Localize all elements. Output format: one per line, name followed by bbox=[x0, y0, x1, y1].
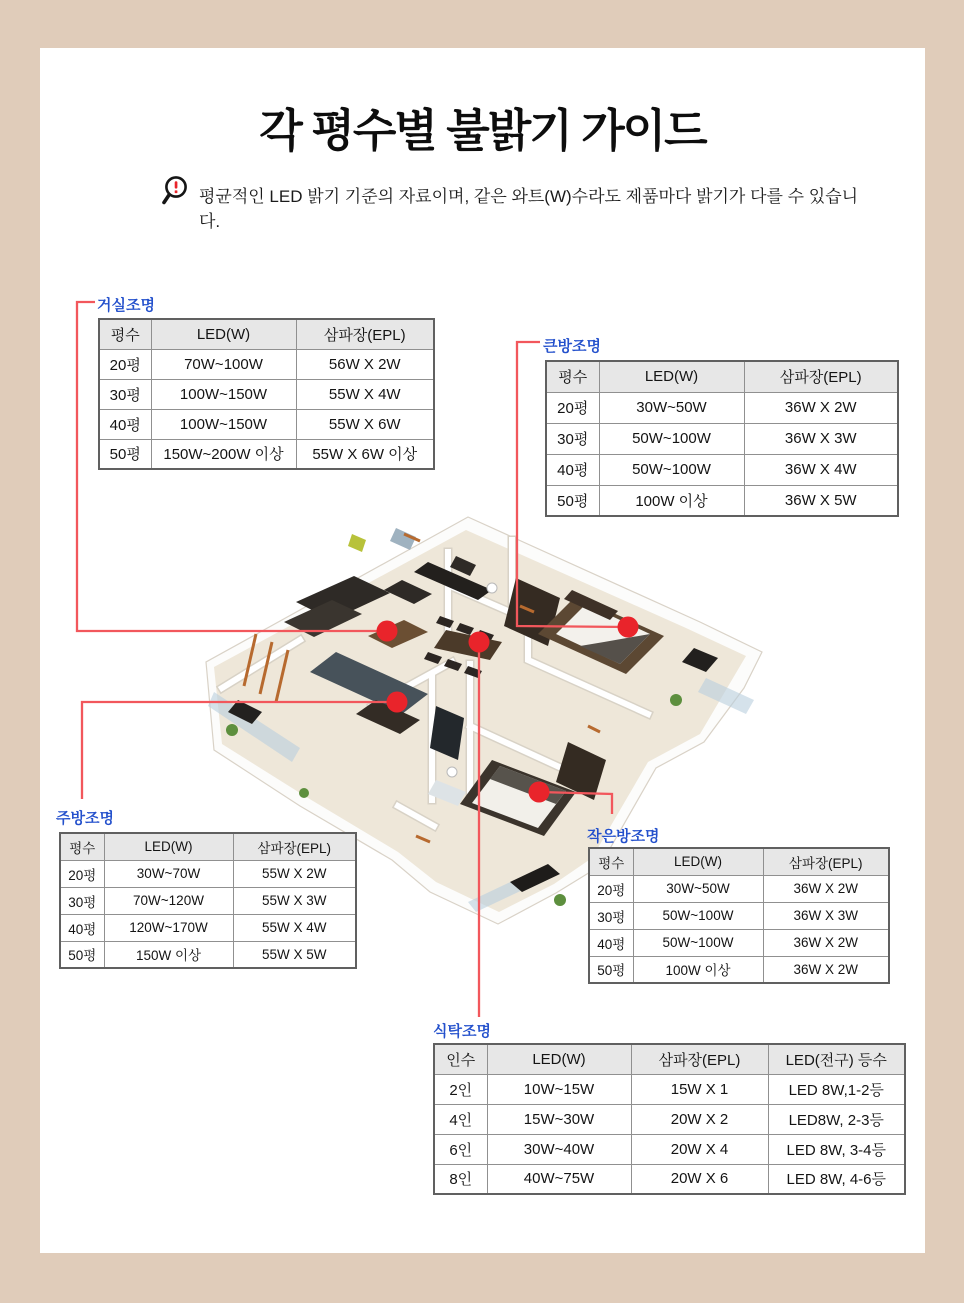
table-row bbox=[589, 956, 889, 983]
table-cell: 20W X 4 bbox=[631, 1134, 768, 1164]
column-header: 평수 bbox=[589, 848, 633, 875]
table-cell: 30W~40W bbox=[487, 1134, 631, 1164]
table-cell: 30W~50W bbox=[633, 875, 763, 902]
column-header: 평수 bbox=[546, 361, 599, 392]
column-header: 평수 bbox=[60, 833, 104, 860]
table-row bbox=[99, 349, 434, 379]
table-cell: 100W~150W bbox=[151, 409, 296, 439]
table-row bbox=[589, 902, 889, 929]
table-cell: 20평 bbox=[589, 875, 633, 902]
table-cell: LED 8W, 3-4등 bbox=[768, 1134, 905, 1164]
table-row bbox=[434, 1164, 905, 1194]
table-cell: 36W X 2W bbox=[763, 956, 889, 983]
table-row bbox=[589, 929, 889, 956]
table-cell: 30평 bbox=[589, 902, 633, 929]
table-row bbox=[434, 1074, 905, 1104]
magnifier-exclamation-icon bbox=[162, 175, 190, 206]
table-cell: 50평 bbox=[60, 941, 104, 968]
table-cell: 36W X 4W bbox=[744, 454, 898, 485]
header-row bbox=[99, 319, 434, 349]
page-title: 각 평수별 불밝기 가이드 bbox=[259, 105, 706, 156]
header-row bbox=[434, 1044, 905, 1074]
table-row bbox=[99, 439, 434, 469]
column-header: 삼파장(EPL) bbox=[296, 319, 434, 349]
notice-text: 평균적인 LED 밝기 기준의 자료이며, 같은 와트(W)수라도 제품마다 밝기가 다를 수 있습니다. bbox=[199, 187, 859, 231]
column-header: 삼파장(EPL) bbox=[233, 833, 356, 860]
table-cell: 20W X 6 bbox=[631, 1164, 768, 1194]
table-cell: 15W~30W bbox=[487, 1104, 631, 1134]
table-cell: 4인 bbox=[434, 1104, 487, 1134]
header-row bbox=[60, 833, 356, 860]
table-cell: 50W~100W bbox=[633, 929, 763, 956]
small-room-lighting-table bbox=[588, 847, 890, 984]
table-cell: 36W X 3W bbox=[763, 902, 889, 929]
big-room-label: 큰방조명 bbox=[543, 338, 601, 355]
table-cell: 40평 bbox=[99, 409, 151, 439]
table-cell: 2인 bbox=[434, 1074, 487, 1104]
table-cell: 50평 bbox=[589, 956, 633, 983]
table-row bbox=[60, 887, 356, 914]
header-row bbox=[546, 361, 898, 392]
table-cell: 36W X 2W bbox=[744, 392, 898, 423]
table-cell: 100W 이상 bbox=[633, 956, 763, 983]
table-row bbox=[99, 409, 434, 439]
table-cell: 30평 bbox=[60, 887, 104, 914]
table-cell: 20평 bbox=[60, 860, 104, 887]
column-header: 인수 bbox=[434, 1044, 487, 1074]
table-cell: 36W X 5W bbox=[744, 485, 898, 516]
table-cell: 20평 bbox=[99, 349, 151, 379]
column-header: 삼파장(EPL) bbox=[763, 848, 889, 875]
column-header: LED(W) bbox=[633, 848, 763, 875]
living-room-label: 거실조명 bbox=[97, 297, 155, 314]
table-cell: 70W~100W bbox=[151, 349, 296, 379]
table-row bbox=[99, 379, 434, 409]
table-row bbox=[546, 423, 898, 454]
table-cell: 36W X 2W bbox=[763, 929, 889, 956]
table-cell: 150W~200W 이상 bbox=[151, 439, 296, 469]
dining-lighting-table bbox=[433, 1043, 906, 1195]
table-cell: 50W~100W bbox=[599, 454, 744, 485]
table-cell: 36W X 3W bbox=[744, 423, 898, 454]
table-cell: 30W~50W bbox=[599, 392, 744, 423]
column-header: LED(W) bbox=[104, 833, 233, 860]
big-room-lighting-table bbox=[545, 360, 899, 517]
table-cell: 50W~100W bbox=[599, 423, 744, 454]
table-row bbox=[589, 875, 889, 902]
table-cell: 150W 이상 bbox=[104, 941, 233, 968]
column-header: LED(전구) 등수 bbox=[768, 1044, 905, 1074]
column-header: LED(W) bbox=[487, 1044, 631, 1074]
table-cell: 100W~150W bbox=[151, 379, 296, 409]
table-cell: 50평 bbox=[99, 439, 151, 469]
table-cell: LED8W, 2-3등 bbox=[768, 1104, 905, 1134]
table-cell: 100W 이상 bbox=[599, 485, 744, 516]
table-cell: LED 8W,1-2등 bbox=[768, 1074, 905, 1104]
kitchen-lighting-table bbox=[59, 832, 357, 969]
table-cell: 30평 bbox=[99, 379, 151, 409]
table-cell: 55W X 4W bbox=[296, 379, 434, 409]
table-cell: 120W~170W bbox=[104, 914, 233, 941]
table-cell: 30평 bbox=[546, 423, 599, 454]
table-row bbox=[546, 485, 898, 516]
column-header: 삼파장(EPL) bbox=[744, 361, 898, 392]
kitchen-label: 주방조명 bbox=[56, 810, 114, 827]
table-cell: 15W X 1 bbox=[631, 1074, 768, 1104]
table-cell: 20평 bbox=[546, 392, 599, 423]
column-header: LED(W) bbox=[151, 319, 296, 349]
table-cell: 55W X 4W bbox=[233, 914, 356, 941]
column-header: 평수 bbox=[99, 319, 151, 349]
small-room-label: 작은방조명 bbox=[587, 828, 660, 845]
table-cell: 8인 bbox=[434, 1164, 487, 1194]
table-cell: 40평 bbox=[60, 914, 104, 941]
table-cell: 50평 bbox=[546, 485, 599, 516]
table-cell: 50W~100W bbox=[633, 902, 763, 929]
living-room-lighting-table bbox=[98, 318, 435, 470]
table-row bbox=[60, 941, 356, 968]
table-cell: 30W~70W bbox=[104, 860, 233, 887]
table-row bbox=[546, 392, 898, 423]
table-cell: LED 8W, 4-6등 bbox=[768, 1164, 905, 1194]
table-row bbox=[546, 454, 898, 485]
table-cell: 6인 bbox=[434, 1134, 487, 1164]
table-cell: 56W X 2W bbox=[296, 349, 434, 379]
table-cell: 55W X 6W 이상 bbox=[296, 439, 434, 469]
table-cell: 10W~15W bbox=[487, 1074, 631, 1104]
table-cell: 55W X 3W bbox=[233, 887, 356, 914]
table-cell: 55W X 5W bbox=[233, 941, 356, 968]
table-cell: 36W X 2W bbox=[763, 875, 889, 902]
table-cell: 40평 bbox=[546, 454, 599, 485]
table-cell: 70W~120W bbox=[104, 887, 233, 914]
table-cell: 40W~75W bbox=[487, 1164, 631, 1194]
column-header: 삼파장(EPL) bbox=[631, 1044, 768, 1074]
table-cell: 55W X 2W bbox=[233, 860, 356, 887]
table-cell: 55W X 6W bbox=[296, 409, 434, 439]
table-row bbox=[60, 860, 356, 887]
table-row bbox=[434, 1104, 905, 1134]
dining-label: 식탁조명 bbox=[433, 1023, 491, 1040]
table-cell: 40평 bbox=[589, 929, 633, 956]
column-header: LED(W) bbox=[599, 361, 744, 392]
header-row bbox=[589, 848, 889, 875]
table-cell: 20W X 2 bbox=[631, 1104, 768, 1134]
table-row bbox=[434, 1134, 905, 1164]
table-row bbox=[60, 914, 356, 941]
